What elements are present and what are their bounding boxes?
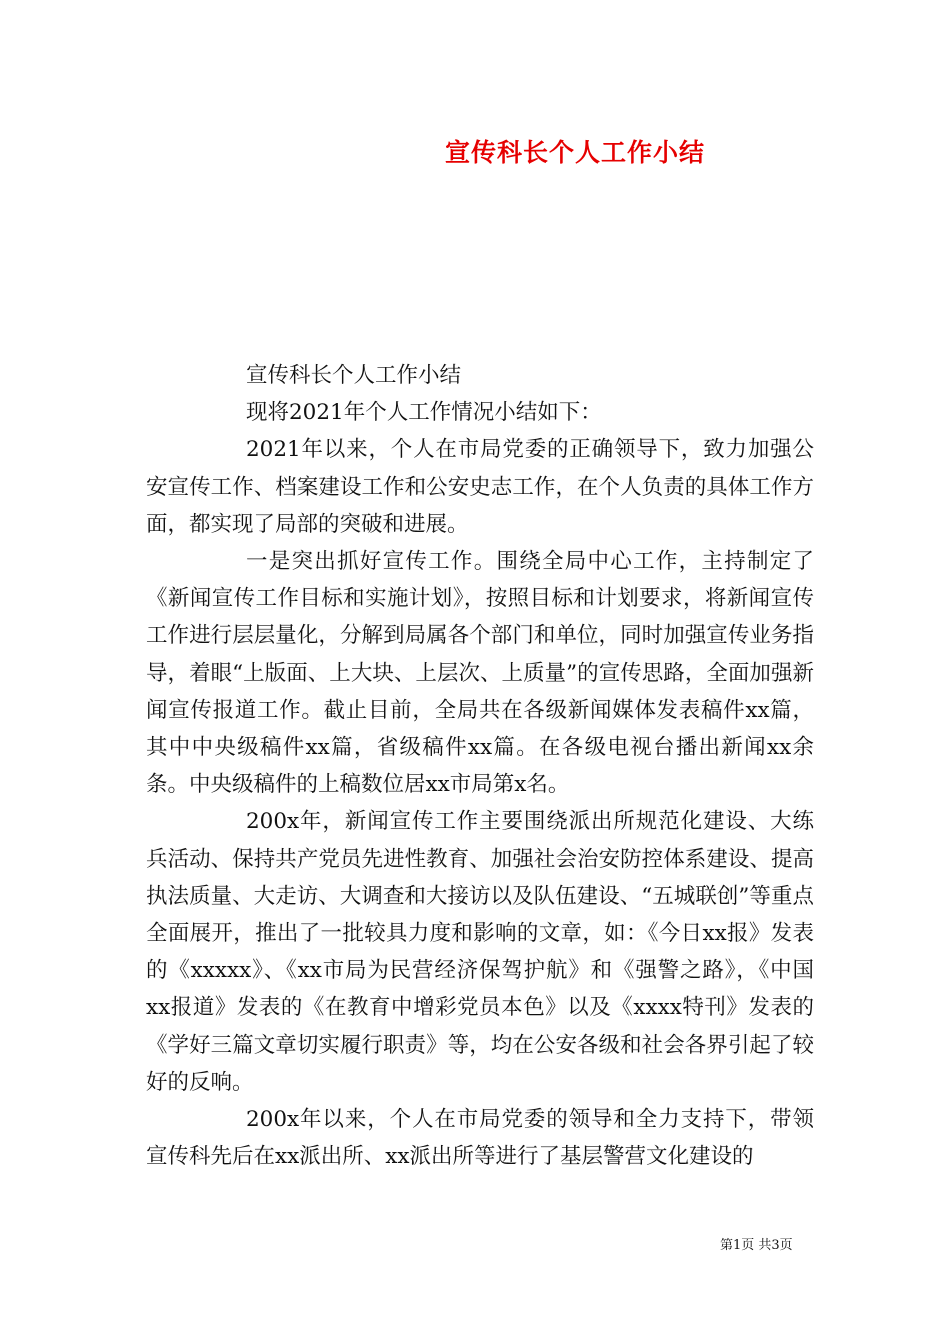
paragraph-news-topics: 200x年，新闻宣传工作主要围绕派出所规范化建设、大练兵活动、保持共产党员先进性教育、加强社会治安防控体系建设、提高执法质量、大走访、大调查和大接访以及队伍建设、“五城联创”等重点全面展开，推出了一批较具力度和影响的文章，如：《今日xx报》发表的《xxxxx》、《xx市局为民营经济保驾护航》和《强警之路》，《中国xx报道》发表的《在教育中增彩党员本色》以及《xxxx特刊》发表的《学好三篇文章切实履行职责》等，均在公安各级和社会各界引起了较好的反响。 <box>146 809 814 1095</box>
paragraph-publicity-work: 一是突出抓好宣传工作。围绕全局中心工作，主持制定了《新闻宣传工作目标和实施计划》，按照目标和计划要求，将新闻宣传工作进行层层量化，分解到局属各个部门和单位，同时加强宣传业务指导，着眼“上版面、上大块、上层次、上质量”的宣传思路，全面加强新闻宣传报道工作。截止目前，全局共在各级新闻媒体发表稿件xx篇，其中中央级稿件xx篇，省级稿件xx篇。在各级电视台播出新闻xx余条。中央级稿件的上稿数位居xx市局第x名。 <box>146 549 814 798</box>
paragraph-intro: 现将2021年个人工作情况小结如下： <box>246 400 602 426</box>
page-number-footer: 第1页 共3页 <box>720 1238 793 1253</box>
document-body <box>146 357 814 1175</box>
paragraph-overview: 2021年以来，个人在市局党委的正确领导下，致力加强公安宣传工作、档案建设工作和公安史志工作，在个人负责的具体工作方面，都实现了局部的突破和进展。 <box>146 437 814 537</box>
page-title: 宣传科长个人工作小结 <box>444 138 705 167</box>
paragraph-culture-building: 200x年以来，个人在市局党委的领导和全力支持下，带领宣传科先后在xx派出所、xx派出所等进行了基层警营文化建设的 <box>146 1107 814 1170</box>
paragraph-subtitle: 宣传科长个人工作小结 <box>246 363 462 388</box>
